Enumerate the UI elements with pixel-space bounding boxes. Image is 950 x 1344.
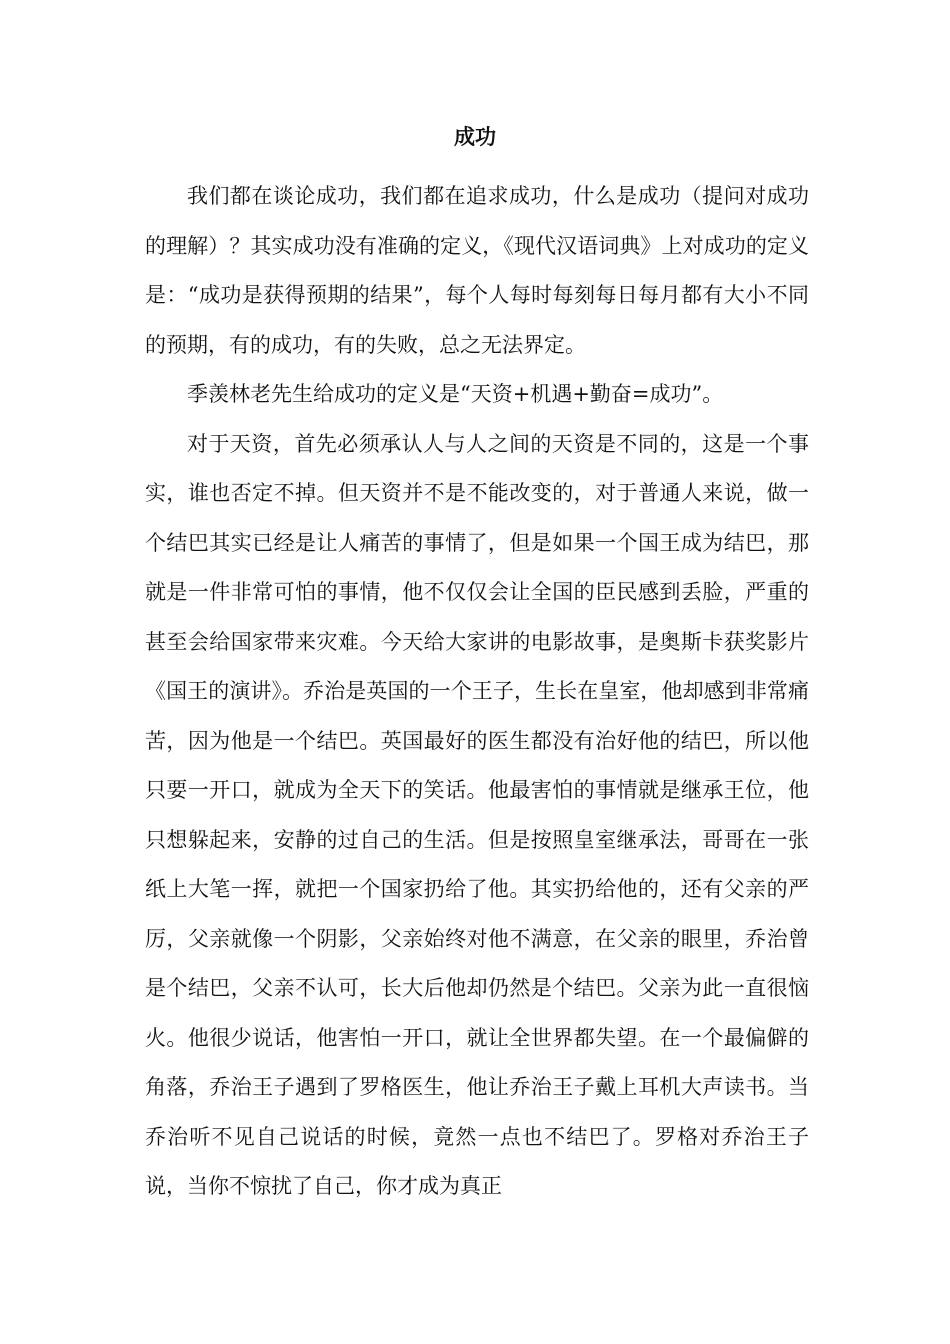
document-body [145,172,809,1212]
paragraph-talent-story: 对于天资，首先必须承认人与人之间的天资是不同的，这是一个事实，谁也否定不掉。但天资并不是不能改变的，对于普通人来说，做一个结巴其实已经是让人痛苦的事情了，但是如果一个国王成为结巴，那就是一件非常可怕的事情，他不仅仅会让全国的臣民感到丢脸，严重的甚至会给国家带来灾难。今天给大家讲的电影故事，是奥斯卡获奖影片《国王的演讲》。乔治是英国的一个王子，生长在皇室，他却感到非常痛苦，因为他是一个结巴。英国最好的医生都没有治好他的结巴，所以他只要一开口，就成为全天下的笑话。他最害怕的事情就是继承王位，他只想躲起来，安静的过自己的生活。但是按照皇室继承法，哥哥在一张纸上大笔一挥，就把一个国家扔给了他。其实扔给他的，还有父亲的严厉，父亲就像一个阴影，父亲始终对他不满意，在父亲的眼里，乔治曾是个结巴，父亲不认可，长大后他却仍然是个结巴。父亲为此一直很恼火。他很少说话，他害怕一开口，就让全世界都失望。在一个最偏僻的角落，乔治王子遇到了罗格医生，他让乔治王子戴上耳机大声读书。当乔治听不见自己说话的时候，竟然一点也不结巴了。罗格对乔治王子说，当你不惊扰了自己，你才成为真正 [145,431,809,1198]
paragraph-definition: 我们都在谈论成功，我们都在追求成功，什么是成功（提问对成功的理解）？其实成功没有准确的定义，《现代汉语词典》上对成功的定义是：“成功是获得预期的结果”，每个人每时每刻每日每月都有大小不同的预期，有的成功，有的失败，总之无法界定。 [145,184,809,357]
document-title: 成功 [454,124,496,149]
paragraph-formula: 季羡林老先生给成功的定义是“天资+机遇+勤奋=成功”。 [187,382,724,406]
